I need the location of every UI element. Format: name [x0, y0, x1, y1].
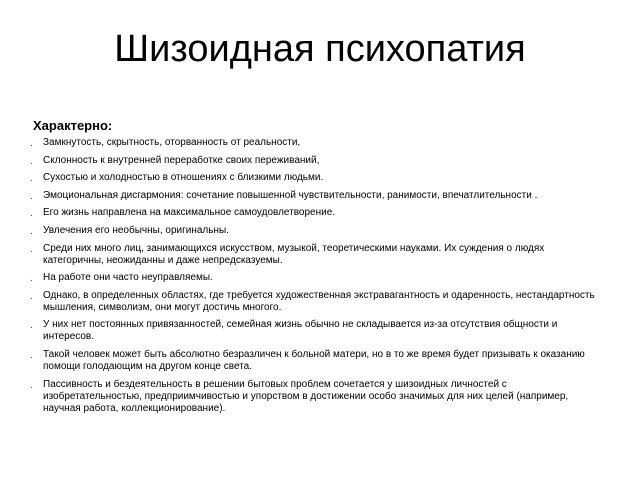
bullet-text: Склонность к внутренней переработке своих переживаний,	[43, 154, 320, 166]
bullet-item	[30, 290, 600, 314]
bullet-marker-icon: .	[30, 173, 33, 185]
bullet-text: Увлечения его необычны, оригинальны.	[43, 224, 229, 236]
bullet-text: У них нет постоянных привязанностей, семейная жизнь обычно не складывается из-за отсутствия общности и интересов.	[43, 319, 558, 343]
bullet-marker-icon: .	[30, 320, 33, 332]
bullet-item	[30, 190, 600, 202]
bullet-marker-icon: .	[30, 273, 33, 285]
bullet-item	[30, 319, 600, 343]
bullet-item	[30, 172, 600, 184]
bullet-item	[30, 137, 600, 149]
bullet-marker-icon: .	[30, 208, 33, 220]
bullet-item	[30, 272, 600, 284]
bullet-text: Однако, в определенных областях, где требуется художественная экстравагантность и одаренность, нестандартность мышления, символизм, они могут достичь многого.	[43, 289, 595, 313]
bullet-marker-icon: .	[30, 243, 33, 255]
bullet-item	[30, 225, 600, 237]
bullet-item	[30, 207, 600, 219]
slide-subheading: Характерно:	[33, 118, 113, 133]
slide-title: Шизоидная психопатия	[114, 28, 526, 70]
bullet-marker-icon: .	[30, 155, 33, 167]
bullet-text: Его жизнь направлена на максимальное самоудовлетворение.	[43, 207, 336, 219]
bullet-text: Замкнутость, скрытность, оторванность от реальности,	[43, 137, 301, 148]
bullet-marker-icon: .	[30, 379, 33, 391]
bullet-item	[30, 243, 600, 267]
bullet-marker-icon: .	[30, 138, 33, 149]
bullet-marker-icon: .	[30, 190, 33, 202]
bullet-text: Среди них много лиц, занимающихся искусством, музыкой, теоретическими науками. Их суждения о людях категоричны, неожиданны и даже непредсказуемы.	[43, 242, 545, 266]
bullet-marker-icon: .	[30, 225, 33, 237]
bullet-marker-icon: .	[30, 290, 33, 302]
bullet-text: Сухостью и холодностью в отношениях с близкими людьми.	[43, 172, 324, 184]
bullet-item	[30, 379, 600, 415]
bullet-list	[30, 137, 600, 420]
bullet-text: Пассивность и бездеятельность в решении бытовых проблем сочетается у шизоидных личностей с изобретательностью, предприимчивостью и упорством в достижении особо значимых для них целей (например, научная работа, коллекционирование).	[43, 378, 569, 414]
bullet-item	[30, 155, 600, 167]
bullet-marker-icon: .	[30, 349, 33, 361]
bullet-text: На работе они часто неуправляемы.	[43, 272, 213, 284]
bullet-text: Эмоциональная дисгармония: сочетание повышенной чувствительности, ранимости, впечатлительности .	[43, 189, 538, 201]
bullet-item	[30, 349, 600, 373]
bullet-text: Такой человек может быть абсолютно безразличен к больной матери, но в то же время будет призывать к оказанию помощи голодающим на другом конце света.	[43, 348, 585, 372]
